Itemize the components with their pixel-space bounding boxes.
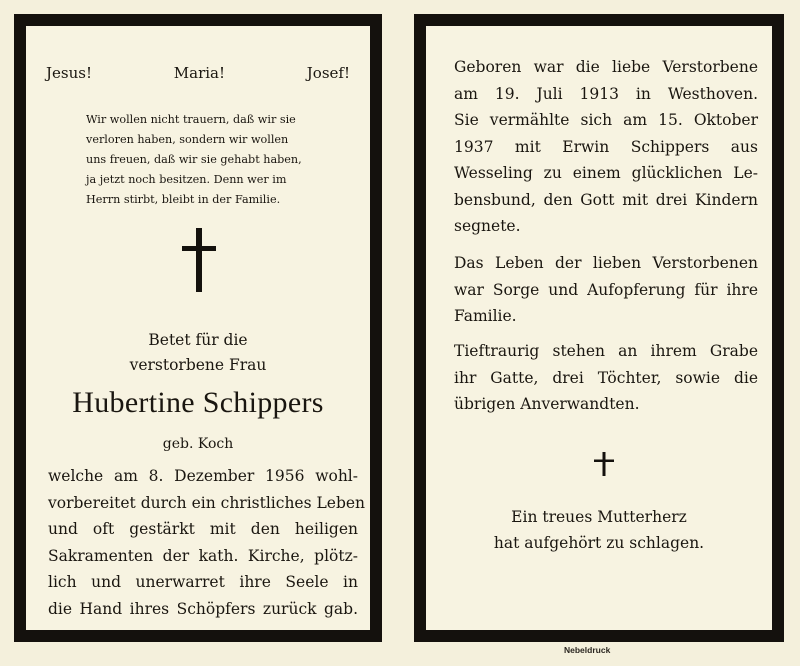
text-line: am 19. Juli 1913 in Westhoven. [454, 84, 758, 103]
text-line: lich und unerwarret ihre Seele in [48, 573, 358, 591]
name-jesus: Jesus! [46, 64, 92, 82]
quote-line: Wir wollen nicht trauern, daß wir sie [86, 113, 296, 126]
left-card-inner [26, 26, 370, 630]
text-line: 1937 mit Erwin Schippers aus [454, 137, 758, 156]
text-line: die Hand ihres Schöpfers zurück gab. [48, 599, 358, 618]
text-line: Wesseling zu einem glücklichen Le- [454, 164, 758, 182]
text-line: segnete. [454, 217, 521, 235]
mourners-paragraph [454, 338, 758, 418]
verse-line: hat aufgehört zu schlagen. [493, 534, 705, 552]
cross-icon [594, 452, 614, 476]
text-line: und oft gestärkt mit den heiligen [48, 520, 358, 538]
text-line: war Sorge und Aufopferung für ihre [454, 280, 758, 299]
text-line: welche am 8. Dezember 1956 wohl- [48, 467, 358, 485]
prayer-line: verstorbene Frau [129, 356, 267, 374]
quote-line: Herrn stirbt, bleibt in der Familie. [86, 193, 281, 206]
text-line: Sie vermählte sich am 15. Oktober [454, 111, 758, 129]
prayer-line: Betet für die [148, 331, 248, 349]
consolation-quote [86, 110, 346, 210]
left-card-page [14, 14, 382, 642]
mother-heart-verse [426, 504, 772, 556]
quote-line: uns freuen, daß wir sie gehabt haben, [86, 153, 302, 166]
death-paragraph [48, 463, 366, 622]
right-card-inner [426, 26, 772, 630]
biography-paragraph [454, 54, 758, 240]
life-paragraph [454, 250, 758, 330]
latin-cross-icon [182, 228, 216, 292]
text-line: übrigen Anverwandten. [454, 395, 640, 413]
text-line: Das Leben der lieben Verstorbenen [454, 254, 758, 272]
text-line: Tieftraurig stehen an ihrem Grabe [454, 342, 758, 360]
text-line: Familie. [454, 307, 517, 325]
holy-names-row [46, 64, 350, 82]
text-line: Sakramenten der kath. Kirche, plötz- [48, 546, 358, 565]
prayer-request [26, 328, 370, 378]
quote-line: verloren haben, sondern wir wollen [86, 133, 289, 146]
verse-line: Ein treues Mutterherz [511, 508, 687, 526]
printer-imprint: Nebeldruck [564, 645, 611, 655]
right-card-page [414, 14, 784, 642]
name-josef: Josef! [306, 64, 350, 82]
text-line: ihr Gatte, drei Töchter, sowie die [454, 368, 758, 387]
quote-line: ja jetzt noch besitzen. Denn wer im [86, 173, 287, 186]
birth-name: geb. Koch [162, 436, 234, 452]
text-line: bensbund, den Gott mit drei Kindern [454, 190, 758, 209]
text-line: Geboren war die liebe Verstorbene [454, 58, 758, 76]
deceased-name: Hubertine Schippers [72, 386, 324, 419]
text-line: vorbereitet durch ein christliches Leben [48, 493, 366, 512]
name-maria: Maria! [173, 64, 226, 82]
